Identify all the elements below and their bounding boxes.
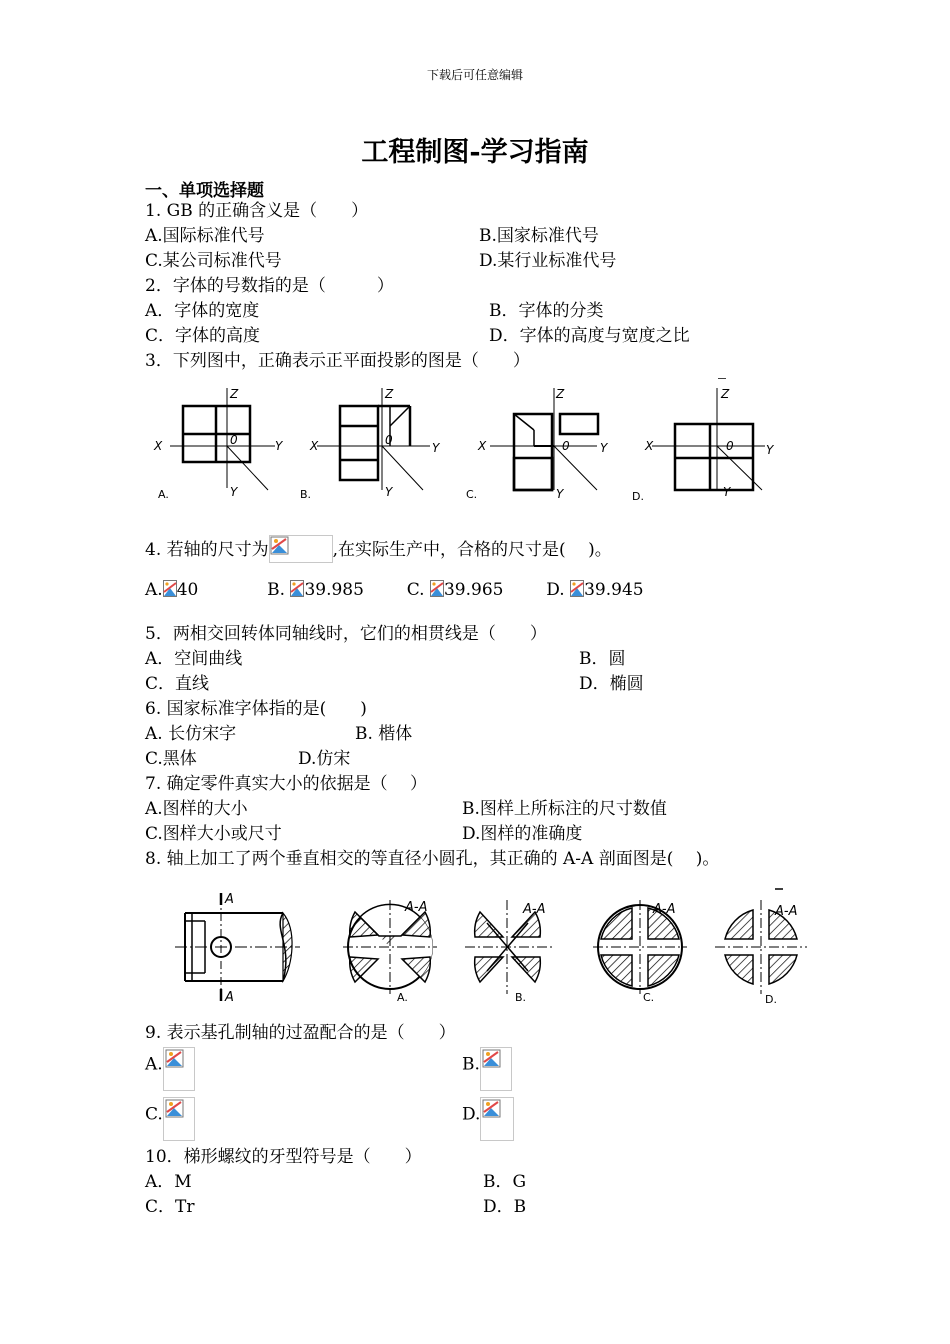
q9-c-image [163,1097,195,1141]
broken-image-icon [163,580,177,597]
q10-option-a: A．M [145,1172,192,1192]
q4-option-d: 39.945 [584,580,644,600]
q8-c-section-label: A-A [653,902,676,917]
q8-cut-label-top: A [225,892,234,907]
q6-option-b: B. 楷体 [355,724,413,744]
q3-c-axis-z: Z [556,387,565,401]
broken-image-icon [165,1049,185,1069]
q3-label-a: A. [158,488,169,501]
broken-image-icon [482,1099,502,1119]
q3-c-axis-y: Y [600,441,608,455]
q4-stem-pre: 4. 若轴的尺寸为 [145,540,269,560]
q7-option-d: D.图样的准确度 [462,824,583,844]
broken-image-icon [570,580,584,597]
q5-option-a: A．空间曲线 [145,649,243,669]
q3-d-axis-y: Y [766,443,774,457]
q3-a-axis-x: X [154,439,163,453]
q8-b-section-label: A-A [523,902,546,917]
q10-option-d: D．B [483,1197,527,1217]
q1-option-b: B.国家标准代号 [479,226,599,246]
q4-stem [145,535,612,563]
q7-option-c: C.图样大小或尺寸 [145,824,282,844]
q4-a-label: A. [145,580,163,600]
q3-figure-b [317,388,430,490]
q4-options [145,580,644,600]
q4-tolerance-image [269,535,333,563]
q8-label-c: C. [643,991,655,1004]
q1-option-a: A.国际标准代号 [145,226,265,246]
q10-stem: 10．梯形螺纹的牙型符号是（ ） [145,1147,422,1167]
q3-b-axis-y2: Y [385,485,393,499]
q3-b-axis-z: Z [385,387,394,401]
q3-b-axis-y: Y [432,441,440,455]
q9-d-image [480,1097,514,1141]
q9-b-image [480,1047,512,1091]
q7-option-b: B.图样上所标注的尺寸数值 [462,799,667,819]
q8-section-figure [165,885,815,1010]
q3-projection-figure [140,378,800,508]
q3-a-axis-y: Y [275,439,283,453]
q5-stem: 5．两相交回转体同轴线时，它们的相贯线是（ ） [145,624,547,644]
q3-figure-d [652,378,765,490]
q6-option-d: D.仿宋 [298,749,351,769]
q4-option-b: 39.985 [304,580,364,600]
page-header: 下载后可任意编辑 [426,68,523,82]
q8-cut-label-bottom: A [225,990,234,1005]
page-title: 工程制图-学习指南 [361,137,589,168]
q3-c-origin: 0 [562,439,570,453]
q3-b-origin: 0 [385,433,393,447]
q6-option-a: A. 长仿宋字 [145,724,237,744]
q2-stem: 2．字体的号数指的是（ ） [145,276,394,296]
q3-a-axis-z: Z [230,387,239,401]
q7-stem: 7. 确定零件真实大小的依据是（ ） [145,774,428,794]
q2-option-c: C．字体的高度 [145,326,261,346]
q10-option-c: C．Tr [145,1197,195,1217]
q3-c-axis-x: X [478,439,487,453]
q8-stem: 8. 轴上加工了两个垂直相交的等直径小圆孔，其正确的 A-A 剖面图是( )。 [145,849,720,869]
q3-c-axis-y2: Y [556,487,564,501]
q4-c-label: C. [406,580,425,600]
q3-a-origin: 0 [230,433,238,447]
q3-label-c: C. [466,488,478,501]
section-heading: 一、单项选择题 [145,181,264,201]
q4-d-label: D. [546,580,565,600]
q6-stem: 6. 国家标准字体指的是( ) [145,699,367,719]
q1-option-d: D.某行业标准代号 [479,251,617,271]
q4-stem-post: ,在实际生产中，合格的尺寸是( )。 [332,540,612,560]
broken-image-icon [165,1099,185,1119]
q4-option-a: 40 [176,580,199,600]
q9-option-d: D. [462,1097,514,1141]
q9-a-image [163,1047,195,1091]
q8-shaft-view [175,893,300,1001]
q8-label-a: A. [397,991,408,1004]
q10-option-b: B．G [483,1172,527,1192]
q3-label-d: D. [632,490,644,503]
broken-image-icon [430,580,444,597]
q9-option-c: C. [145,1097,195,1141]
q8-label-b: B. [515,991,527,1004]
q3-label-b: B. [300,488,312,501]
q5-option-b: B．圆 [579,649,626,669]
q5-option-c: C．直线 [145,674,210,694]
q8-d-section-label: A-A [775,904,798,919]
q5-option-d: D．椭圆 [579,674,644,694]
q3-d-axis-y2: Y [723,485,731,499]
q9-stem: 9. 表示基孔制轴的过盈配合的是（ ） [145,1023,456,1043]
q1-stem: 1. GB 的正确含义是（ ） [145,201,369,221]
q9-option-a: A. [145,1047,195,1091]
q3-d-axis-x: X [645,439,654,453]
broken-image-icon [482,1049,502,1069]
q3-stem: 3．下列图中，正确表示正平面投影的图是（ ） [145,351,530,371]
q8-a-section-label: A-A [405,900,428,915]
q3-a-axis-y2: Y [230,485,238,499]
q3-b-axis-x: X [310,439,319,453]
broken-image-icon [290,580,304,597]
q2-option-d: D．字体的高度与宽度之比 [489,326,690,346]
q3-figure-c [490,388,598,490]
q3-d-axis-z: Z [721,387,730,401]
q9-option-b: B. [462,1047,512,1091]
q3-d-origin: 0 [726,439,734,453]
q6-option-c: C.黑体 [145,749,197,769]
q4-b-label: B. [267,580,286,600]
q8-label-d: D. [765,993,777,1006]
q2-option-a: A．字体的宽度 [145,301,260,321]
q2-option-b: B．字体的分类 [489,301,604,321]
q3-figure-a [170,388,275,490]
q7-option-a: A.图样的大小 [145,799,248,819]
q4-option-c: 39.965 [443,580,504,600]
broken-image-icon [270,536,290,556]
q1-option-c: C.某公司标准代号 [145,251,282,271]
